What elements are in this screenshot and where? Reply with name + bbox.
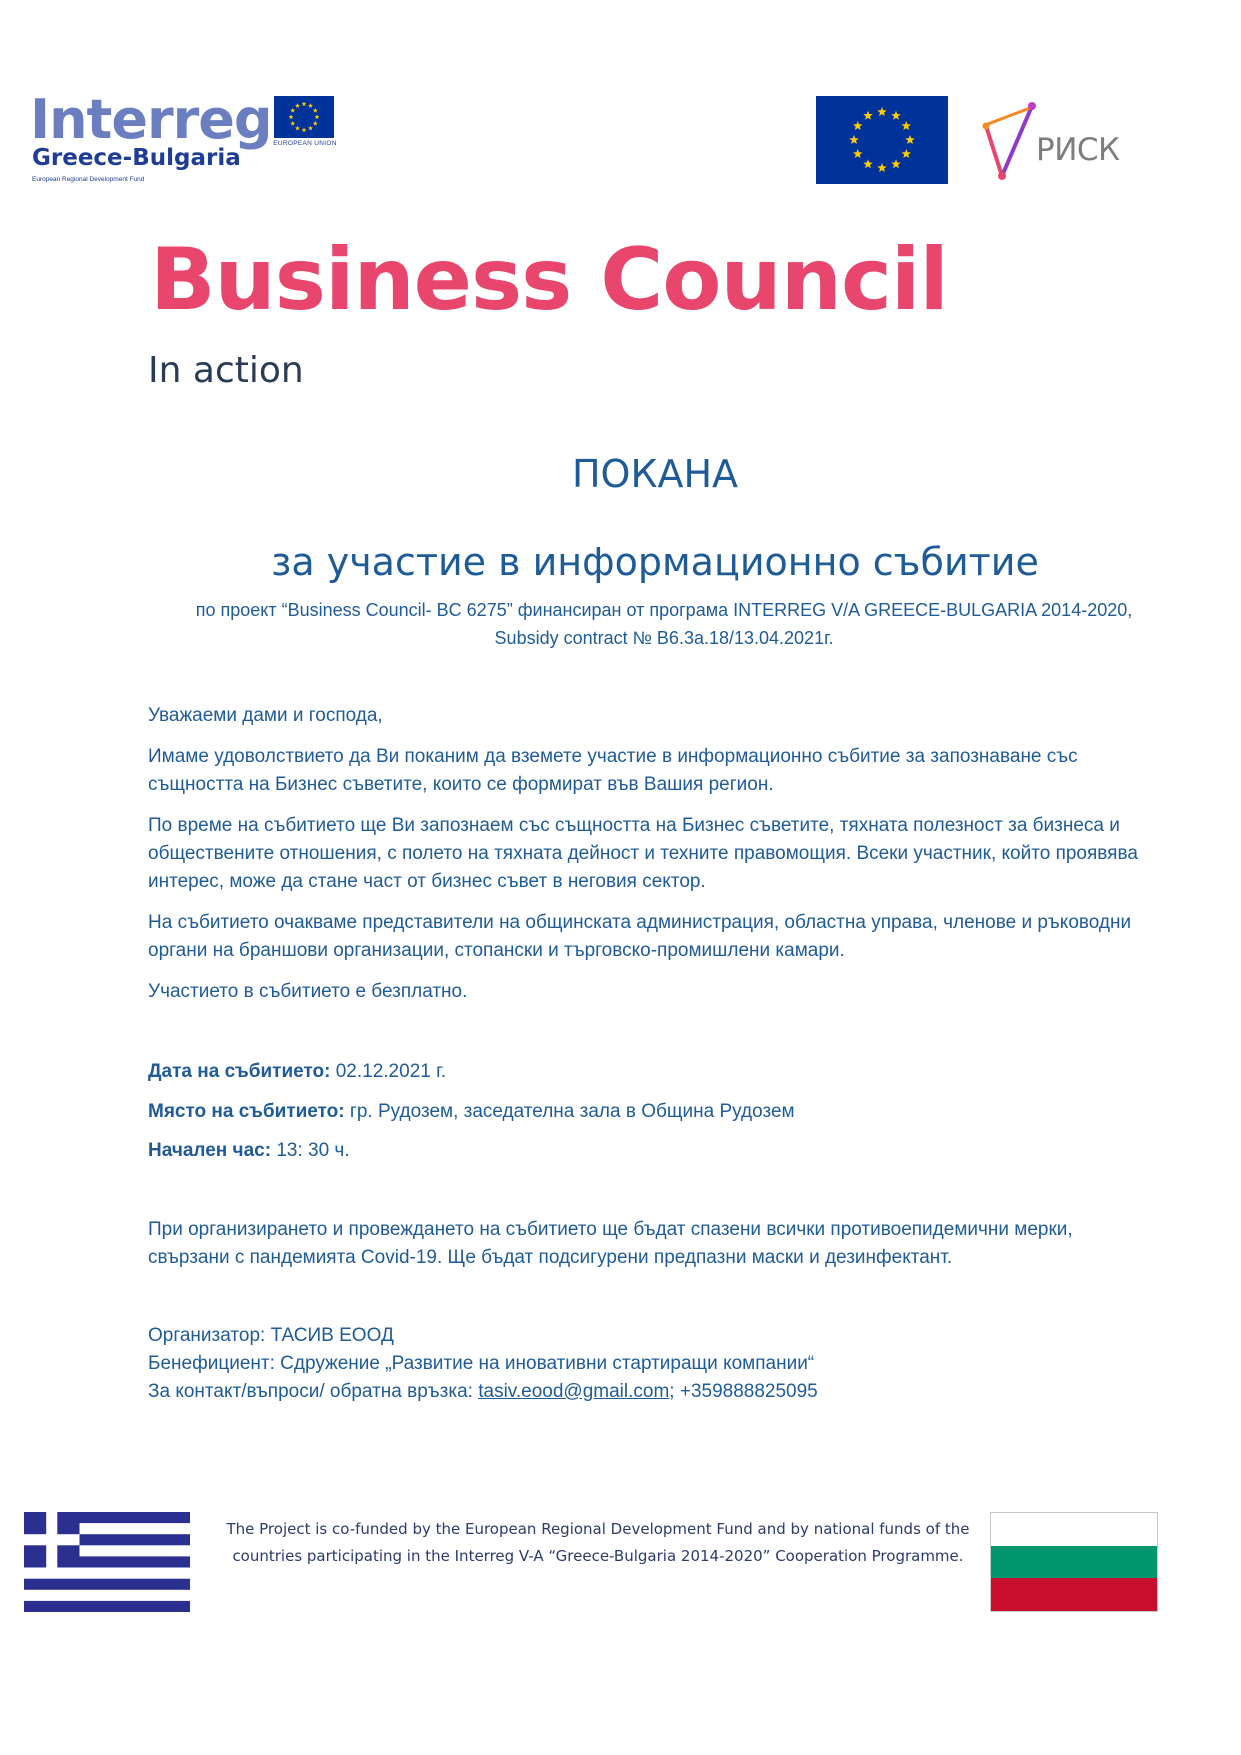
event-time-label: Начален час: [148, 1140, 272, 1161]
interreg-logo [30, 88, 350, 192]
bulgaria-flag-white-stripe [991, 1513, 1157, 1546]
eu-label: EUROPEAN UNION [273, 140, 337, 147]
page-title: Business Council [150, 230, 948, 330]
event-place-value: гр. Рудозем, заседателна зала в Община Рудозем [344, 1101, 795, 1122]
event-date-label: Дата на събитието: [148, 1061, 331, 1082]
paragraph-free: Участието в събитието е безплатно. [148, 981, 468, 1002]
invitation-heading: ПОКАНА [571, 452, 739, 496]
page-subtitle: In action [148, 350, 304, 391]
greece-flag-icon [24, 1512, 190, 1612]
risk-logo-mark-icon [980, 96, 1040, 186]
contact-phone: ; +359888825095 [669, 1381, 818, 1402]
event-date-value: 02.12.2021 г. [330, 1061, 446, 1082]
invitation-subheading: за участие в информационно събитие [271, 540, 1039, 584]
paragraph-invitation: Имаме удоволствието да Ви поканим да вземете участие в информационно събитие за запознаване със същността на Бизнес съветите, които се формират във Вашия регион. [148, 746, 1078, 795]
interreg-logo-word: Interreg [30, 88, 272, 151]
contact-email-link[interactable]: tasiv.eood@gmail.com [478, 1381, 670, 1402]
beneficiary-line: Бенефициент: Сдружение „Развитие на иновативни стартиращи компании“ [148, 1353, 815, 1374]
paragraph-audience: На събитието очакваме представители на общинската администрация, областна управа, членове и ръководни органи на браншови организации, стопански и търговско-промишлени камари. [148, 912, 1132, 961]
eu-flag-small-icon [274, 96, 334, 138]
greeting: Уважаеми дами и господа, [148, 705, 383, 726]
eu-flag-icon [816, 96, 948, 184]
bulgaria-flag-icon [990, 1512, 1158, 1612]
project-reference: по проект “Business Council- BC 6275” финансиран от програма INTERREG V/A GREECE-BULGARIA 2014-2020, Subsidy contract № B6.3a.18/13.04.2021г. [195, 600, 1133, 648]
covid-notice: При организирането и провеждането на събитието ще бъдат спазени всички противоепидемични мерки, свързани с пандемията Covid-19. Ще бъдат подсигурени предпазни маски и дезинфектант. [148, 1219, 1073, 1268]
event-place-label: Място на събитието: [148, 1101, 345, 1122]
organizer-line: Организатор: ТАСИВ ЕООД [148, 1325, 394, 1346]
risk-logo-text: РИСК [1036, 132, 1120, 168]
bulgaria-flag-green-stripe [991, 1546, 1157, 1579]
risk-logo [980, 96, 1130, 186]
interreg-logo-fund: European Regional Development Fund [32, 176, 145, 183]
event-time-value: 13: 30 ч. [271, 1140, 350, 1161]
event-place [148, 1098, 1138, 1126]
paragraph-description: По време на събитието ще Ви запознаем със същността на Бизнес съветите, тяхната полезност за бизнеса и обществените отношения, с полето на тяхната дейност и техните правомощия. Всеки участник, който проявява интерес, може да стане част от бизнес съвет в неговия сектор. [148, 815, 1138, 892]
event-date [148, 1058, 1138, 1086]
contact-prefix: За контакт/въпроси/ обратна връзка: [148, 1381, 479, 1402]
contact-line [148, 1378, 1138, 1406]
bulgaria-flag-red-stripe [991, 1578, 1157, 1611]
interreg-logo-region: Greece-Bulgaria [32, 145, 241, 171]
event-time [148, 1137, 1138, 1165]
funding-statement: The Project is co-funded by the European Regional Development Fund and by national funds of the countries participating in the Interreg V-A “Greece-Bulgaria 2014-2020” Cooperation Programme. [226, 1520, 970, 1565]
